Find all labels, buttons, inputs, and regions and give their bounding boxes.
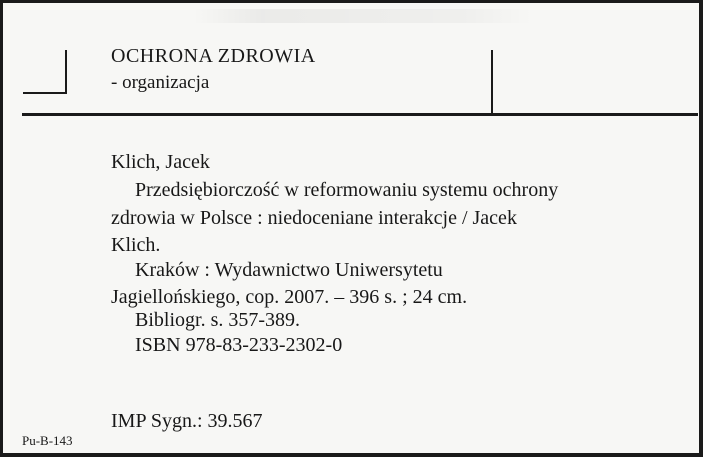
corner-mark-horizontal [23,92,67,94]
publication-line-2: Jagiellońskiego, cop. 2007. – 396 s. ; 24 cm. [111,286,468,308]
publication-line-1: Kraków : Wydawnictwo Uniwersytetu [135,259,443,281]
isbn-line: ISBN 978-83-233-2302-0 [135,334,343,356]
subject-heading: OCHRONA ZDROWIA [111,45,316,67]
title-line-1: Przedsiębiorczość w reformowaniu systemu ochrony [135,179,559,201]
title-line-3: Klich. [111,234,161,256]
author-line: Klich, Jacek [111,151,210,173]
heading-rule [22,113,698,116]
card-code: Pu-B-143 [22,433,73,448]
bibliography-note: Bibliogr. s. 357-389. [135,309,301,331]
title-line-2: zdrowia w Polsce : niedoceniane interakcje / Jacek [111,207,517,229]
corner-mark-vertical [65,50,67,94]
call-number: IMP Sygn.: 39.567 [111,410,263,432]
bleed-through-shadow [193,9,533,23]
heading-right-divider [491,50,493,114]
subject-subheading: - organizacja [111,72,210,93]
